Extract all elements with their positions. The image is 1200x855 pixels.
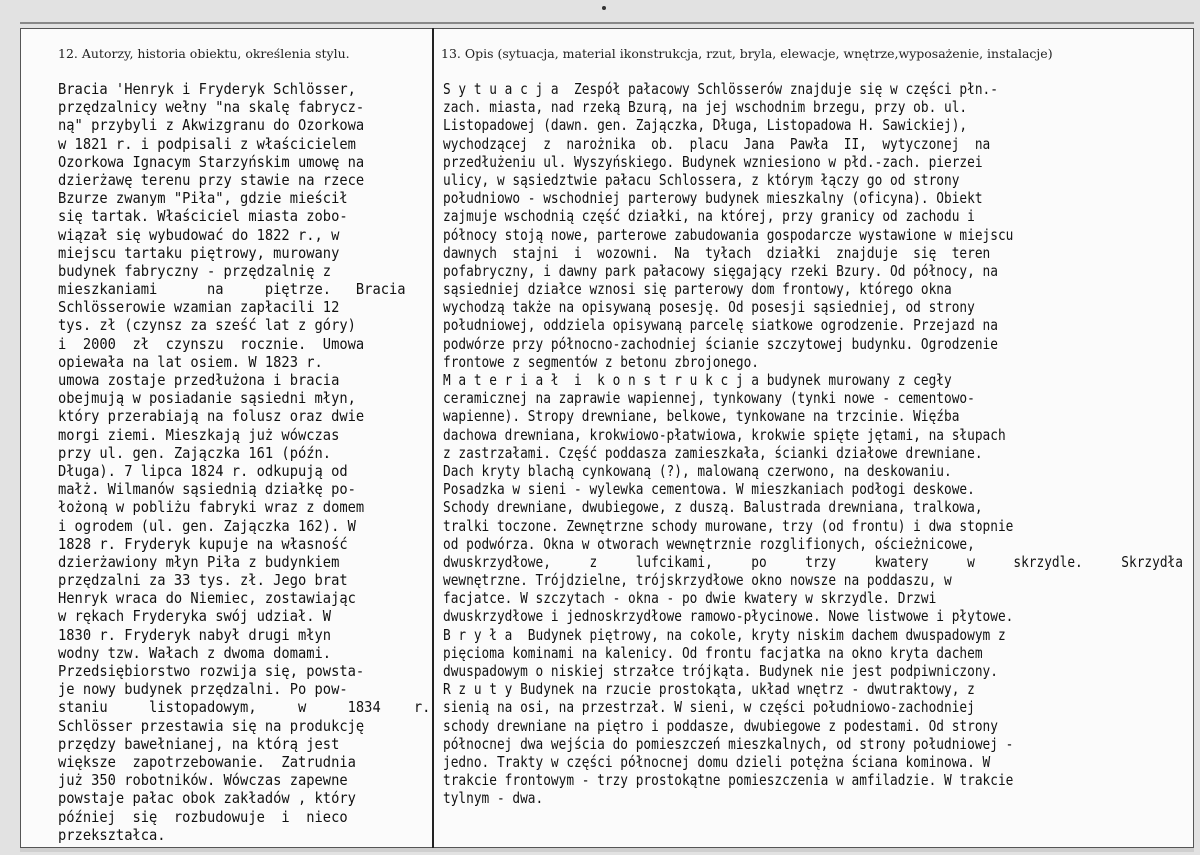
text-line: sąsiedniej działce wznosi się parterowy dom frontowy, którego okna [443,280,952,299]
text-line: frontowe z segmentów z betonu zbrojonego. [443,352,760,371]
section-13-heading: 13. Opis (sytuacja, material ikonstrukcja, rzut, bryla, elewacje, wnętrze,wyposażenie, instalacje) [441,46,1053,61]
text-line: wychodzącej z narożnika ob. placu Jana Pawła II, wytyczonej na [443,134,991,153]
text-line: dwuspadowym o niskiej strzałce trójkąta. Budynek nie jest podpiwniczony. [443,662,998,680]
text-line: Schlösserowie wzamian zapłacili 12 [58,298,340,317]
description-text-column [443,80,1200,808]
text-line: Schody drewniane, dwubiegowe, z duszą. Balustrada drewniana, tralkowa, [443,498,983,517]
text-line: M a t e r i a ł i k o n s t r u k c j a budynek murowany z cegły [443,371,952,389]
text-line: dachowa drewniana, krokwiowo-płatwiowa, krokwie spięte jętami, na słupach [443,425,1006,444]
text-line: obejmują w posiadanie sąsiedni młyn, [58,389,356,408]
text-line: później się rozbudowuje i nieco [58,807,348,826]
text-line: ną" przybyli z Akwizgranu do Ozorkowa [58,116,365,135]
text-line: zach. miasta, nad rzeką Bzurą, na jej wschodnim brzegu, przy ob. ul. [443,98,968,117]
text-line: sienią na osi, na przestrzał. W sieni, w części południowo-zachodniej [443,698,975,717]
text-line: Posadzka w sieni - wylewka cementowa. W mieszkaniach podłogi deskowe. [443,480,975,499]
text-line: tralki toczone. Zewnętrzne schody murowane, trzy (od frontu) i dwa stopnie [443,516,1014,535]
text-line: podwórze przy północno-zachodniej ścianie szczytowej budynku. Ogrodzenie [443,334,998,353]
text-line: większe zapotrzebowanie. Zatrudnia [58,752,356,771]
text-line: 1828 r. Fryderyk kupuje na własność [58,534,348,553]
text-line: pofabryczny, i dawny park pałacowy sięgający rzeki Bzury. Od północy, na [443,261,998,280]
text-line: przy ul. gen. Zajączka 161 (późn. [58,443,332,462]
text-line: północy stoją nowe, parterowe zabudowania gospodarcze wystawione w miejscu [443,225,1014,244]
text-line: i ogrodem (ul. gen. Zajączka 162). W [58,516,356,535]
text-line: wapienne). Stropy drewniane, belkowe, tynkowane na trzcinie. Więźba [443,407,960,426]
text-line: małż. Wilmanów sąsiednią działkę po- [58,480,356,499]
text-line: dwuskrzydłowe, z lufcikami, po trzy kwatery w skrzydle. Skrzydła [443,552,1183,571]
text-line: tys. zł (czynsz za sześć lat z góry) [58,316,356,335]
text-line: trakcie frontowym - trzy prostokątne pomieszczenia w amfiladzie. W trakcie [443,771,1014,790]
history-text-column [58,80,464,844]
text-line: miejscu tartaku piętrowy, murowany [58,243,340,262]
text-line: i 2000 zł czynszu rocznie. Umowa [58,334,365,353]
text-line: przędzalni za 33 tys. zł. Jego brat [58,571,348,590]
text-line: jedno. Trakty w części północnej domu dzieli potężna ściana kominowa. W [443,752,991,771]
ink-fleck [602,6,606,10]
text-line: schody drewniane na piętro i poddasze, dwubiegowe z podestami. Od strony [443,716,998,735]
top-rule [20,22,1194,24]
text-line: Długa). 7 lipca 1824 r. odkupują od [58,461,348,480]
text-line: mieszkaniami na piętrze. Bracia [58,280,406,299]
text-line: Henryk wraca do Niemiec, zostawiając [58,589,356,608]
text-line: który przerabiają na folusz oraz dwie [58,407,365,426]
section-12-heading: 12. Autorzy, historia obiektu, określenia stylu. [58,46,350,61]
text-line: morgi ziemi. Mieszkają już wówczas [58,425,340,444]
text-line: Przedsiębiorstwo rozwija się, powsta- [58,662,365,680]
text-line: tylnym - dwa. [443,789,544,808]
text-line: je nowy budynek przędzalni. Po pow- [58,680,348,699]
text-line: w 1821 r. i podpisali z właścicielem [58,134,356,153]
text-line: facjatce. W szczytach - okna - po dwie kwatery w skrzydle. Drzwi [443,589,937,608]
text-line: przędzy bawełnianej, na którą jest [58,734,340,753]
text-line: R z u t y Budynek na rzucie prostokąta, układ wnętrz - dwutraktowy, z [443,680,975,699]
text-line: południowo - wschodniej parterowy budynek mieszkalny (oficyna). Obiekt [443,189,983,208]
text-line: B r y ł a Budynek piętrowy, na cokole, kryty niskim dachem dwuspadowym z [443,625,1006,644]
text-line: w rękach Fryderyka swój udział. W [58,607,332,626]
text-line: się tartak. Właściciel miasta zobo- [58,207,348,226]
text-line: wiązał się wybudować do 1822 r., w [58,225,340,244]
text-line: dawnych stajni i wozowni. Na tyłach działki znajduje się teren [443,243,991,262]
text-line: ceramicznej na zaprawie wapiennej, tynkowany (tynki nowe - cementowo- [443,389,975,408]
text-line: zajmuje wschodnią część działki, na której, przy granicy od zachodu i [443,207,975,226]
text-line: już 350 robotników. Wówczas zapewne [58,771,348,790]
text-line: 1830 r. Fryderyk nabył drugi młyn [58,625,332,644]
text-line: wodny tzw. Wałach z dwoma domami. [58,643,332,662]
text-line: z zastrzałami. Część poddasza zamieszkała, ścianki działowe drewniane. [443,443,983,462]
text-line: dzierżawiony młyn Piła z budynkiem [58,552,340,571]
text-line: pięcioma kominami na kalenicy. Od frontu facjatka na okno kryta dachem [443,643,983,662]
text-line: przędzalnicy wełny "na skalę fabrycz- [58,98,365,117]
text-line: staniu listopadowym, w 1834 r. [58,698,431,717]
text-line: przekształca. [58,825,166,844]
text-line: powstaje pałac obok zakładów , który [58,789,356,808]
text-line: wewnętrzne. Trójdzielne, trójskrzydłowe okno nowsze na poddaszu, w [443,571,952,590]
text-line: opiewała na lat osiem. W 1823 r. [58,352,323,371]
text-line: ulicy, w sąsiedztwie pałacu Schlossera, z którym łączy go od strony [443,170,960,189]
text-line: Listopadowej (dawn. gen. Zajączka, Długa, Listopadowa H. Sawickiej), [443,116,968,135]
text-line: S y t u a c j a Zespół pałacowy Schlösserów znajduje się w części płn.- [443,80,998,98]
text-line: dzierżawę terenu przy stawie na rzece [58,170,365,189]
card-shadow [20,848,1194,852]
text-line: łożoną w pobliżu fabryki wraz z domem [58,498,365,517]
text-line: budynek fabryczny - przędzalnię z [58,261,332,280]
text-line: północnej dwa wejścia do pomieszczeń mieszkalnych, od strony południowej - [443,734,1014,753]
text-line: Dach kryty blachą cynkowaną (?), malowaną czerwono, na deskowaniu. [443,461,952,480]
text-line: od podwórza. Okna w otworach wewnętrznie rozglifionych, ościeżnicowe, [443,534,975,553]
text-line: wychodzą także na opisywaną posesję. Od posesji sąsiedniej, od strony [443,298,975,317]
text-line: Ozorkowa Ignacym Starzyńskim umowę na [58,152,365,171]
text-line: przedłużeniu ul. Wyszyńskiego. Budynek wzniesiono w płd.-zach. pierzei [443,152,983,171]
text-line: Schlösser przestawia się na produkcję [58,716,365,735]
text-line: Bracia 'Henryk i Fryderyk Schlösser, [58,80,356,98]
text-line: umowa zostaje przedłużona i bracia [58,371,340,389]
text-line: południowej, oddziela opisywaną parcelę siatkowe ogrodzenie. Przejazd na [443,316,998,335]
text-line: Bzurze zwanym "Piła", gdzie mieścił [58,189,348,208]
text-line: dwuskrzydłowe i jednoskrzydłowe ramowo-płycinowe. Nowe listwowe i płytowe. [443,607,1014,626]
